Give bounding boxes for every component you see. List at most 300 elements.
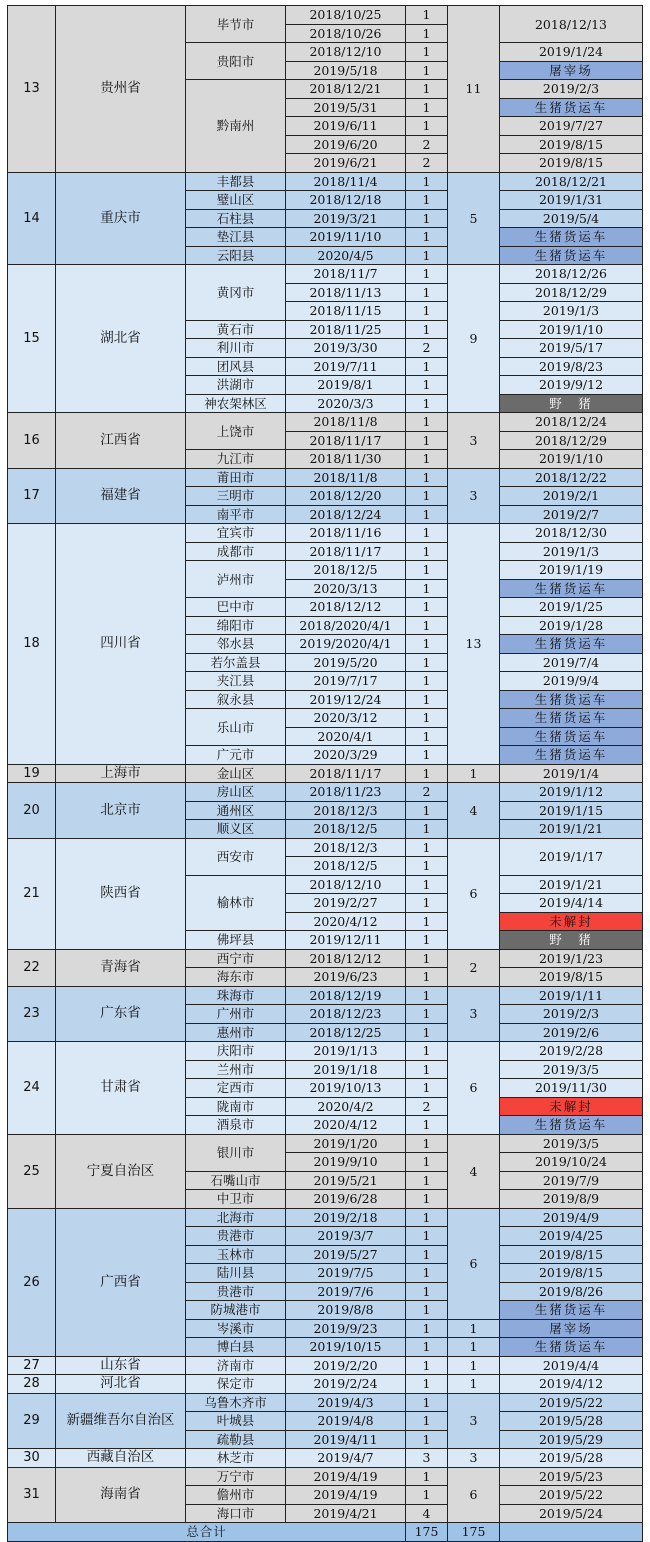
lift-date: 2019/1/17: [500, 838, 643, 875]
city-name: 黄石市: [186, 320, 286, 339]
case-count: 1: [406, 1005, 448, 1024]
lift-date: 2019/2/3: [500, 80, 643, 99]
city-name: 金山区: [186, 764, 286, 783]
case-count: 1: [406, 413, 448, 432]
case-count: 1: [406, 283, 448, 302]
lift-date: 2019/5/28: [500, 1449, 643, 1468]
province-name: 重庆市: [56, 172, 186, 265]
outbreak-date: 2019/2/27: [286, 894, 406, 913]
city-name: 若尔盖县: [186, 653, 286, 672]
outbreak-date: 2019/4/3: [286, 1393, 406, 1412]
outbreak-date: 2020/4/1: [286, 727, 406, 746]
row-number: 30: [8, 1449, 56, 1468]
lift-date: 2019/11/30: [500, 1079, 643, 1098]
case-count: 2: [406, 1097, 448, 1116]
lift-date: 野 猪: [500, 394, 643, 413]
city-name: 定西市: [186, 1079, 286, 1098]
outbreak-date: 2018/12/24: [286, 505, 406, 524]
outbreak-date: 2019/5/18: [286, 61, 406, 80]
city-name: 贵阳市: [186, 43, 286, 80]
lift-date: 2019/1/28: [500, 616, 643, 635]
province-name: 青海省: [56, 949, 186, 986]
case-count: 1: [406, 1134, 448, 1153]
case-count: 1: [406, 838, 448, 857]
province-total: 3: [448, 468, 500, 524]
lift-date: 生猪货运车: [500, 690, 643, 709]
province-name: 上海市: [56, 764, 186, 783]
province-name: 贵州省: [56, 6, 186, 173]
lift-date: 2019/2/1: [500, 487, 643, 506]
row-number: 19: [8, 764, 56, 783]
city-name: 南平市: [186, 505, 286, 524]
outbreak-date: 2019/12/11: [286, 931, 406, 950]
lift-date: 未解封: [500, 912, 643, 931]
outbreak-date: 2019/4/8: [286, 1412, 406, 1431]
province-name: 河北省: [56, 1375, 186, 1394]
case-count: 1: [406, 1190, 448, 1209]
lift-date: 生猪货运车: [500, 727, 643, 746]
case-count: 2: [406, 339, 448, 358]
case-count: 1: [406, 43, 448, 62]
case-count: 1: [406, 1116, 448, 1135]
lift-date: 2019/1/19: [500, 561, 643, 580]
lift-date: 2019/5/28: [500, 1412, 643, 1431]
province-name: 江西省: [56, 413, 186, 469]
case-count: 1: [406, 209, 448, 228]
table-row: [8, 764, 643, 783]
lift-date: 2019/2/28: [500, 1042, 643, 1061]
city-name: 西安市: [186, 838, 286, 875]
table-row: [8, 1449, 643, 1468]
city-name: 三明市: [186, 487, 286, 506]
outbreak-date: 2018/12/12: [286, 598, 406, 617]
lift-date: 2019/5/22: [500, 1486, 643, 1505]
lift-date: 2018/12/26: [500, 265, 643, 284]
province-total: 11: [448, 6, 500, 173]
outbreak-date: 2020/4/12: [286, 912, 406, 931]
outbreak-date: 2018/11/17: [286, 542, 406, 561]
case-count: 1: [406, 228, 448, 247]
lift-date: 2019/7/9: [500, 1171, 643, 1190]
lift-date: 2019/8/9: [500, 1190, 643, 1209]
city-name: 防城港市: [186, 1301, 286, 1320]
table-row: [8, 1356, 643, 1375]
outbreak-date: 2019/6/28: [286, 1190, 406, 1209]
lift-date: 2019/4/14: [500, 894, 643, 913]
province-total: 3: [448, 986, 500, 1042]
city-name: 成都市: [186, 542, 286, 561]
lift-date: 生猪货运车: [500, 1338, 643, 1357]
case-count: 1: [406, 1356, 448, 1375]
case-count: 1: [406, 1208, 448, 1227]
city-name: 酒泉市: [186, 1116, 286, 1135]
lift-date: 2018/12/22: [500, 468, 643, 487]
case-count: 2: [406, 135, 448, 154]
city-name: 夹江县: [186, 672, 286, 691]
lift-date: 2019/5/22: [500, 1393, 643, 1412]
lift-date: 屠宰场: [500, 1319, 643, 1338]
lift-date: 2019/7/4: [500, 653, 643, 672]
outbreak-date: 2019/7/5: [286, 1264, 406, 1283]
city-name: 珠海市: [186, 986, 286, 1005]
case-count: 1: [406, 968, 448, 987]
case-count: 1: [406, 1153, 448, 1172]
outbreak-date: 2018/12/19: [286, 986, 406, 1005]
province-total: 13: [448, 524, 500, 765]
outbreak-date: 2018/12/21: [286, 80, 406, 99]
city-name: 石柱县: [186, 209, 286, 228]
province-total: 6: [448, 1467, 500, 1523]
case-count: 1: [406, 1375, 448, 1394]
city-name: 乐山市: [186, 709, 286, 746]
total-count: 175: [406, 1523, 448, 1542]
province-name: 湖北省: [56, 265, 186, 413]
row-number: 13: [8, 6, 56, 173]
outbreak-date: 2019/8/8: [286, 1301, 406, 1320]
province-name: 陕西省: [56, 838, 186, 949]
case-count: 1: [406, 1319, 448, 1338]
outbreak-date: 2018/10/26: [286, 24, 406, 43]
city-name: 银川市: [186, 1134, 286, 1171]
province-name: 西藏自治区: [56, 1449, 186, 1468]
lift-date: 2019/2/3: [500, 1005, 643, 1024]
table-row: [8, 524, 643, 543]
case-count: 1: [406, 1023, 448, 1042]
outbreak-date: 2019/4/19: [286, 1486, 406, 1505]
outbreak-date: 2018/10/25: [286, 6, 406, 25]
row-number: 22: [8, 949, 56, 986]
table-row: [8, 6, 643, 25]
city-name: 北海市: [186, 1208, 286, 1227]
case-count: 1: [406, 1264, 448, 1283]
case-count: 1: [406, 117, 448, 136]
lift-date: 2019/9/4: [500, 672, 643, 691]
outbreak-date: 2018/11/30: [286, 450, 406, 469]
city-name: 贵港市: [186, 1227, 286, 1246]
lift-date: 2019/4/9: [500, 1208, 643, 1227]
city-name: 西宁市: [186, 949, 286, 968]
city-name: 乌鲁木齐市: [186, 1393, 286, 1412]
outbreak-date: 2018/12/12: [286, 949, 406, 968]
province-total: 9: [448, 265, 500, 413]
case-count: 1: [406, 24, 448, 43]
lift-date: 2019/10/24: [500, 1153, 643, 1172]
row-number: 26: [8, 1208, 56, 1356]
row-number: 28: [8, 1375, 56, 1394]
row-number: 23: [8, 986, 56, 1042]
case-count: 1: [406, 1338, 448, 1357]
lift-date: 2019/8/26: [500, 1282, 643, 1301]
case-count: 1: [406, 450, 448, 469]
city-name: 广州市: [186, 1005, 286, 1024]
case-count: 1: [406, 1245, 448, 1264]
case-count: 1: [406, 394, 448, 413]
case-count: 1: [406, 542, 448, 561]
total-label: 总合计: [8, 1523, 406, 1542]
row-number: 25: [8, 1134, 56, 1208]
city-name: 儋州市: [186, 1486, 286, 1505]
city-name: 神农架林区: [186, 394, 286, 413]
province-name: 甘肃省: [56, 1042, 186, 1135]
outbreak-date: 2019/4/19: [286, 1467, 406, 1486]
outbreak-date: 2018/11/7: [286, 265, 406, 284]
case-count: 1: [406, 376, 448, 395]
table-row: [8, 1208, 643, 1227]
city-name: 洪湖市: [186, 376, 286, 395]
case-count: 1: [406, 6, 448, 25]
outbreak-date: 2018/11/16: [286, 524, 406, 543]
case-count: 1: [406, 1467, 448, 1486]
lift-date: 2019/1/3: [500, 542, 643, 561]
case-count: 1: [406, 727, 448, 746]
case-count: 1: [406, 764, 448, 783]
city-name: 叙永县: [186, 690, 286, 709]
province-total: 4: [448, 783, 500, 839]
case-count: 1: [406, 191, 448, 210]
city-name: 广元市: [186, 746, 286, 765]
lift-date: 2018/12/30: [500, 524, 643, 543]
outbreak-date: 2020/3/3: [286, 394, 406, 413]
lift-date: 2019/1/12: [500, 783, 643, 802]
lift-date: 2019/1/23: [500, 949, 643, 968]
lift-date: 2019/5/23: [500, 1467, 643, 1486]
outbreak-date: 2018/11/15: [286, 302, 406, 321]
row-number: 21: [8, 838, 56, 949]
province-total: 2: [448, 949, 500, 986]
lift-date: 2019/1/31: [500, 191, 643, 210]
province-name: 四川省: [56, 524, 186, 765]
city-name: 疏勒县: [186, 1430, 286, 1449]
outbreak-date: 2018/11/13: [286, 283, 406, 302]
lift-date: 2019/8/15: [500, 1264, 643, 1283]
outbreak-date: 2018/11/17: [286, 431, 406, 450]
outbreak-date: 2018/12/20: [286, 487, 406, 506]
case-count: 3: [406, 1449, 448, 1468]
row-number: 15: [8, 265, 56, 413]
table-row: [8, 1042, 643, 1061]
lift-date: 生猪货运车: [500, 1301, 643, 1320]
outbreak-date: 2020/3/29: [286, 746, 406, 765]
province-total: 5: [448, 172, 500, 265]
case-count: 1: [406, 931, 448, 950]
outbreak-date: 2018/12/5: [286, 820, 406, 839]
city-name: 陆川县: [186, 1264, 286, 1283]
outbreak-date: 2018/12/3: [286, 838, 406, 857]
lift-date: 2019/1/15: [500, 801, 643, 820]
outbreak-date: 2019/4/11: [286, 1430, 406, 1449]
table-row: [8, 1393, 643, 1412]
case-count: 1: [406, 487, 448, 506]
table-row: [8, 1467, 643, 1486]
case-count: 1: [406, 598, 448, 617]
outbreak-date: 2018/12/18: [286, 191, 406, 210]
outbreak-date: 2018/11/25: [286, 320, 406, 339]
city-name: 九江市: [186, 450, 286, 469]
province-total: 6: [448, 838, 500, 949]
city-name: 泸州市: [186, 561, 286, 598]
case-count: 1: [406, 820, 448, 839]
case-count: 1: [406, 1042, 448, 1061]
case-count: 1: [406, 1301, 448, 1320]
outbreak-date: 2018/12/5: [286, 857, 406, 876]
province-total: 1: [448, 1319, 500, 1338]
case-count: 4: [406, 1504, 448, 1523]
lift-date: 2019/5/24: [500, 1504, 643, 1523]
city-name: 邻水县: [186, 635, 286, 654]
lift-date: 2019/1/10: [500, 450, 643, 469]
lift-date: 2019/8/15: [500, 968, 643, 987]
table-row: [8, 1134, 643, 1153]
outbreak-date: 2019/7/11: [286, 357, 406, 376]
province-name: 北京市: [56, 783, 186, 839]
case-count: 1: [406, 505, 448, 524]
outbreak-date: 2019/6/23: [286, 968, 406, 987]
province-total: 6: [448, 1042, 500, 1135]
row-number: 29: [8, 1393, 56, 1449]
table-row: [8, 783, 643, 802]
lift-date: 生猪货运车: [500, 228, 643, 247]
province-total: 6: [448, 1208, 500, 1319]
table-row: [8, 172, 643, 191]
city-name: 上饶市: [186, 413, 286, 450]
outbreak-date: 2018/12/3: [286, 801, 406, 820]
case-count: 1: [406, 1282, 448, 1301]
case-count: 1: [406, 894, 448, 913]
city-name: 丰都县: [186, 172, 286, 191]
table-row: [8, 838, 643, 857]
lift-date: 2018/12/21: [500, 172, 643, 191]
city-name: 博白县: [186, 1338, 286, 1357]
lift-date: 2019/1/3: [500, 302, 643, 321]
outbreak-date: 2019/5/31: [286, 98, 406, 117]
city-name: 云阳县: [186, 246, 286, 265]
outbreak-date: 2019/7/17: [286, 672, 406, 691]
city-name: 宜宾市: [186, 524, 286, 543]
lift-date: 2019/4/12: [500, 1375, 643, 1394]
outbreak-date: 2018/12/23: [286, 1005, 406, 1024]
case-count: 1: [406, 61, 448, 80]
lift-date: 2019/1/21: [500, 820, 643, 839]
lift-date: 2019/8/15: [500, 154, 643, 173]
outbreak-date: 2019/9/10: [286, 1153, 406, 1172]
outbreak-date: 2019/8/1: [286, 376, 406, 395]
lift-date: 屠宰场: [500, 61, 643, 80]
outbreak-date: 2019/5/21: [286, 1171, 406, 1190]
case-count: 1: [406, 1430, 448, 1449]
lift-date: 2019/3/5: [500, 1134, 643, 1153]
case-count: 1: [406, 1393, 448, 1412]
lift-date: 2019/8/15: [500, 135, 643, 154]
city-name: 利川市: [186, 339, 286, 358]
lift-date: 生猪货运车: [500, 579, 643, 598]
province-name: 海南省: [56, 1467, 186, 1523]
table-row: [8, 1375, 643, 1394]
lift-date: 生猪货运车: [500, 98, 643, 117]
table-row: [8, 265, 643, 284]
total-row: [8, 1523, 643, 1542]
outbreak-date: 2019/1/20: [286, 1134, 406, 1153]
province-name: 新疆维吾尔自治区: [56, 1393, 186, 1449]
outbreak-date: 2018/11/4: [286, 172, 406, 191]
lift-date: 2018/12/13: [500, 6, 643, 43]
outbreak-date: 2020/3/12: [286, 709, 406, 728]
outbreak-date: 2018/12/5: [286, 561, 406, 580]
lift-date: 2019/9/12: [500, 376, 643, 395]
city-name: 石嘴山市: [186, 1171, 286, 1190]
outbreak-date: 2019/12/24: [286, 690, 406, 709]
table-row: [8, 413, 643, 432]
outbreak-date: 2019/5/20: [286, 653, 406, 672]
province-total: 3: [448, 413, 500, 469]
case-count: 1: [406, 1227, 448, 1246]
case-count: 1: [406, 98, 448, 117]
lift-date: 2018/12/29: [500, 431, 643, 450]
lift-date: 2019/5/4: [500, 209, 643, 228]
lift-date: 野 猪: [500, 931, 643, 950]
city-name: 万宁市: [186, 1467, 286, 1486]
row-number: 14: [8, 172, 56, 265]
lift-date: 2019/1/10: [500, 320, 643, 339]
province-total: 1: [448, 764, 500, 783]
city-name: 保定市: [186, 1375, 286, 1394]
city-name: 海口市: [186, 1504, 286, 1523]
case-count: 1: [406, 524, 448, 543]
outbreak-date: 2019/2/24: [286, 1375, 406, 1394]
outbreak-date: 2019/5/27: [286, 1245, 406, 1264]
city-name: 叶城县: [186, 1412, 286, 1431]
case-count: 1: [406, 302, 448, 321]
total-empty-cell: [500, 1523, 643, 1542]
province-name: 山东省: [56, 1356, 186, 1375]
city-name: 林芝市: [186, 1449, 286, 1468]
city-name: 海东市: [186, 968, 286, 987]
case-count: 1: [406, 653, 448, 672]
outbreak-date: 2020/4/5: [286, 246, 406, 265]
lift-date: 2019/5/17: [500, 339, 643, 358]
city-name: 垫江县: [186, 228, 286, 247]
outbreak-date: 2019/7/6: [286, 1282, 406, 1301]
outbreak-date: 2019/1/18: [286, 1060, 406, 1079]
outbreak-date: 2018/12/10: [286, 43, 406, 62]
case-count: 1: [406, 616, 448, 635]
row-number: 18: [8, 524, 56, 765]
outbreak-date: 2019/3/7: [286, 1227, 406, 1246]
outbreak-date: 2018/12/25: [286, 1023, 406, 1042]
lift-date: 未解封: [500, 1097, 643, 1116]
case-count: 1: [406, 320, 448, 339]
lift-date: 2018/12/29: [500, 283, 643, 302]
province-name: 福建省: [56, 468, 186, 524]
city-name: 陇南市: [186, 1097, 286, 1116]
lift-date: 生猪货运车: [500, 246, 643, 265]
city-name: 黔南州: [186, 80, 286, 173]
case-count: 1: [406, 1486, 448, 1505]
outbreak-date: 2019/1/13: [286, 1042, 406, 1061]
lift-date: 2019/8/23: [500, 357, 643, 376]
outbreak-date: 2018/2020/4/1: [286, 616, 406, 635]
outbreak-date: 2019/3/30: [286, 339, 406, 358]
outbreak-date: 2020/3/13: [286, 579, 406, 598]
case-count: 1: [406, 1412, 448, 1431]
case-count: 1: [406, 801, 448, 820]
lift-date: 2019/2/6: [500, 1023, 643, 1042]
outbreak-date: 2019/10/15: [286, 1338, 406, 1357]
lift-date: 2019/1/4: [500, 764, 643, 783]
row-number: 31: [8, 1467, 56, 1523]
lift-date: 2019/2/7: [500, 505, 643, 524]
province-name: 广西省: [56, 1208, 186, 1356]
outbreak-date: 2019/4/21: [286, 1504, 406, 1523]
